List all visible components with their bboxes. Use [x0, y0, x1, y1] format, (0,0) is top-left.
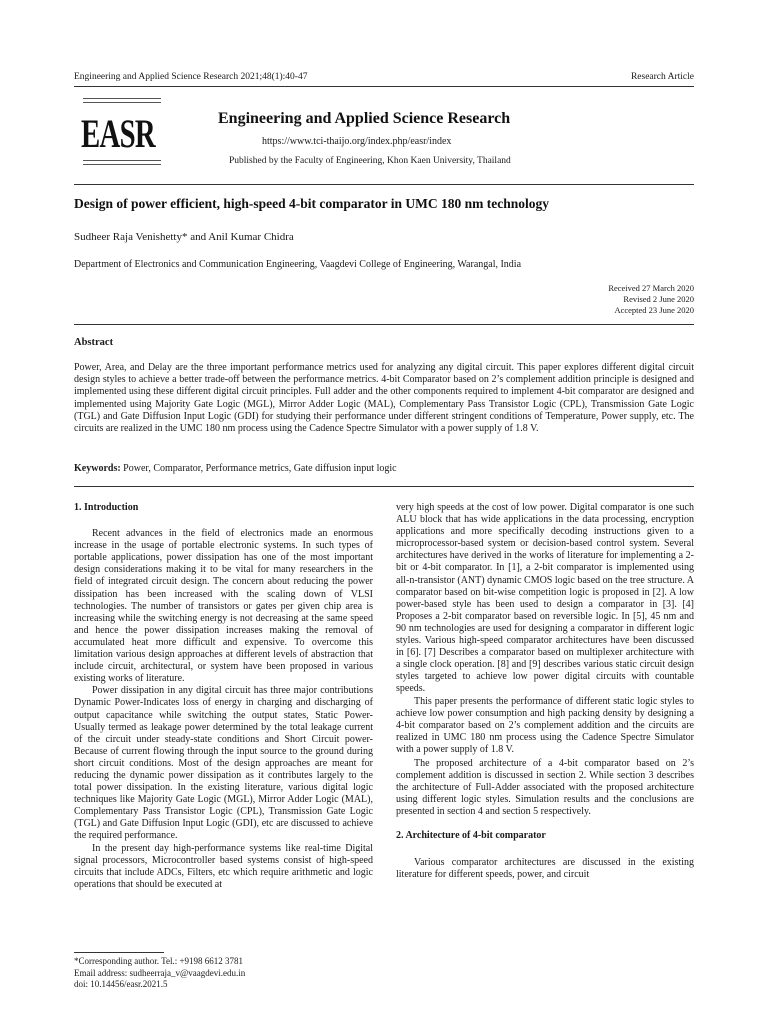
- body-column-left: [74, 502, 373, 891]
- paragraph: very high speeds at the cost of low power. Digital comparator is one such ALU block that has wide applications in the data processing, encryption applications and more specifically decoding instructions given to a microprocessor-based system or decision-based control system. Several architectures have derived in the works of literature for implementing a 2-bit or 4-bit comparator. In [1], a 2-bit comparator is implemented using all-n-transistor (ANT) dynamic CMOS logic based on the tree structure. A comparator based on bit-wise competition logic is proposed in [2]. A low power-based style has been used to design a comparator in [3]. [4] Proposes a 2-bit comparator based on reversible logic. In [5], 45 nm and 90 nm technologies are used for designing a comparator in different logic styles. Various high-speed comparator architectures have been discussed in [6]. [7] Describes a comparator based on multiplexer architecture with a single clock operation. [8] and [9] describes various static circuit design styles targeted to achieve low power digital circuits with countable speeds.: [396, 502, 694, 695]
- divider: [74, 184, 694, 185]
- paragraph: Power dissipation in any digital circuit has three major contributions Dynamic Power-Indicates loss of energy in charging and discharging of output capacitance while switching the output states, Static Power- Usually termed as leakage power determined by the total leakage current of the circuit under steady-state conditions and Short Circuit power- Because of current flowing through the input source to the ground during short circuit conditions. Most of the design approaches are meant for reducing the dynamic power dissipation as it contributes largely to the total power dissipation. In the existing literature, various digital logic techniques like Majority Gate Logic (MGL), Mirror Adder Logic (MAL), Complementary Pass Transistor Logic (CPL), Transmission Gate Logic (TGL) and Gate Diffusion Input Logic (GDI), etc are discussed to achieve the required performance.: [74, 685, 373, 842]
- logo-rule: [83, 160, 161, 161]
- paragraph: Various comparator architectures are discussed in the existing literature for different speeds, power, and circuit: [396, 856, 694, 880]
- date-accepted: Accepted 23 June 2020: [614, 305, 694, 315]
- paragraph: This paper presents the performance of different static logic styles to achieve low power consumption and high packing density by designing a 4-bit comparator based on 2’s complement addition and the circuits are realized in UMC 180 nm process using the Cadence Spectre Simulator with a power supply of 1.8 V.: [396, 695, 694, 755]
- section-heading-introduction: 1. Introduction: [74, 502, 139, 513]
- abstract-heading: Abstract: [74, 337, 114, 348]
- divider: [74, 324, 694, 325]
- date-revised: Revised 2 June 2020: [623, 294, 694, 304]
- divider: [74, 86, 694, 87]
- section-heading-architecture: 2. Architecture of 4-bit comparator: [396, 830, 546, 842]
- email-address: Email address: sudheerraja_v@vaagdevi.edu.in: [74, 967, 246, 978]
- paragraph: In the present day high-performance systems like real-time Digital signal processors, Microcontroller based systems consist of high-speed circuits that include ADCs, Filters, etc which require arithmetic and logic operations that should be executed at: [74, 842, 373, 890]
- running-head: [74, 72, 694, 84]
- paragraph: The proposed architecture of a 4-bit comparator based on 2’s complement addition is discussed in section 2. While section 3 describes the architecture of Full-Adder associated with the proposed architecture using different logic styles. Simulation results and the conclusions are presented in section 4 and section 5 respectively.: [396, 757, 694, 818]
- abstract-text: Power, Area, and Delay are the three important performance metrics used for analyzing any digital circuit. This paper explores different digital circuit design styles to achieve a better trade-off between the performance metrics. 4-bit Comparator based on 2’s complement addition principle is designed and implemented using these different digital circuit principles. Full adder and the other components required to implement 4-bit comparator are designed and implemented using Majority Gate Logic (MGL), Mirror Adder Logic (MAL), Complementary Pass Transistor Logic (CPL), Transmission Gate Logic (TGL) and Gate Diffusion Input Logic (GDI) for studying their performance under different stringent conditions of Temperature, Power supply, etc. The circuits are realized in the UMC 180 nm process using the Cadence Spectre Simulator with a power supply of 1.8 V.: [74, 362, 694, 435]
- corresponding-author: *Corresponding author. Tel.: +9198 6612 3781: [74, 956, 244, 966]
- keywords-list: Power, Comparator, Performance metrics, Gate diffusion input logic: [123, 463, 397, 474]
- journal-citation: Engineering and Applied Science Research 2021;48(1):40-47: [74, 72, 308, 82]
- article-title: Design of power efficient, high-speed 4-bit comparator in UMC 180 nm technology: [74, 196, 549, 211]
- journal-title: Engineering and Applied Science Research: [218, 110, 511, 127]
- logo-rule: [83, 102, 161, 103]
- date-received: Received 27 March 2020: [608, 283, 694, 293]
- doi: doi: 10.14456/easr.2021.5: [74, 979, 168, 989]
- paragraph: Recent advances in the field of electronics made an enormous increase in the usage of portable electronic systems. In such types of portable applications, power dissipation has one of the most important design considerations making it to be vital for many researchers in the field of integrated circuit design. The concern about reducing the power dissipation has been increased with the scaling down of VLSI technologies. The number of transistors or gates per given chip area is increasing while the switching energy is not decreasing at the same speed and hence the power dissipation increases making the removal of accumulated heat more difficult and expensive. To overcome this limitation various design approaches at different levels of abstraction that include circuit, architectural, or system have been proposed in various existing works of literature.: [74, 528, 373, 685]
- journal-url[interactable]: https://www.tci-thaijo.org/index.php/easr/index: [262, 136, 452, 147]
- footnote-rule: [74, 952, 164, 953]
- logo-text: EASR: [81, 111, 155, 156]
- logo-rule: [83, 98, 161, 99]
- article-dates: [608, 283, 694, 316]
- keywords: [74, 463, 397, 474]
- article-affiliation: Department of Electronics and Communication Engineering, Vaagdevi College of Engineering, Warangal, India: [74, 259, 522, 270]
- keywords-label: Keywords:: [74, 463, 121, 474]
- body-column-right: [396, 502, 694, 881]
- article-authors: Sudheer Raja Venishetty* and Anil Kumar Chidra: [74, 231, 294, 243]
- article-type: Research Article: [630, 72, 694, 82]
- journal-publisher: Published by the Faculty of Engineering, Khon Kaen University, Thailand: [229, 156, 511, 166]
- journal-logo: [75, 98, 161, 182]
- logo-rule: [83, 164, 161, 165]
- divider: [74, 486, 694, 487]
- footnotes: [74, 956, 245, 991]
